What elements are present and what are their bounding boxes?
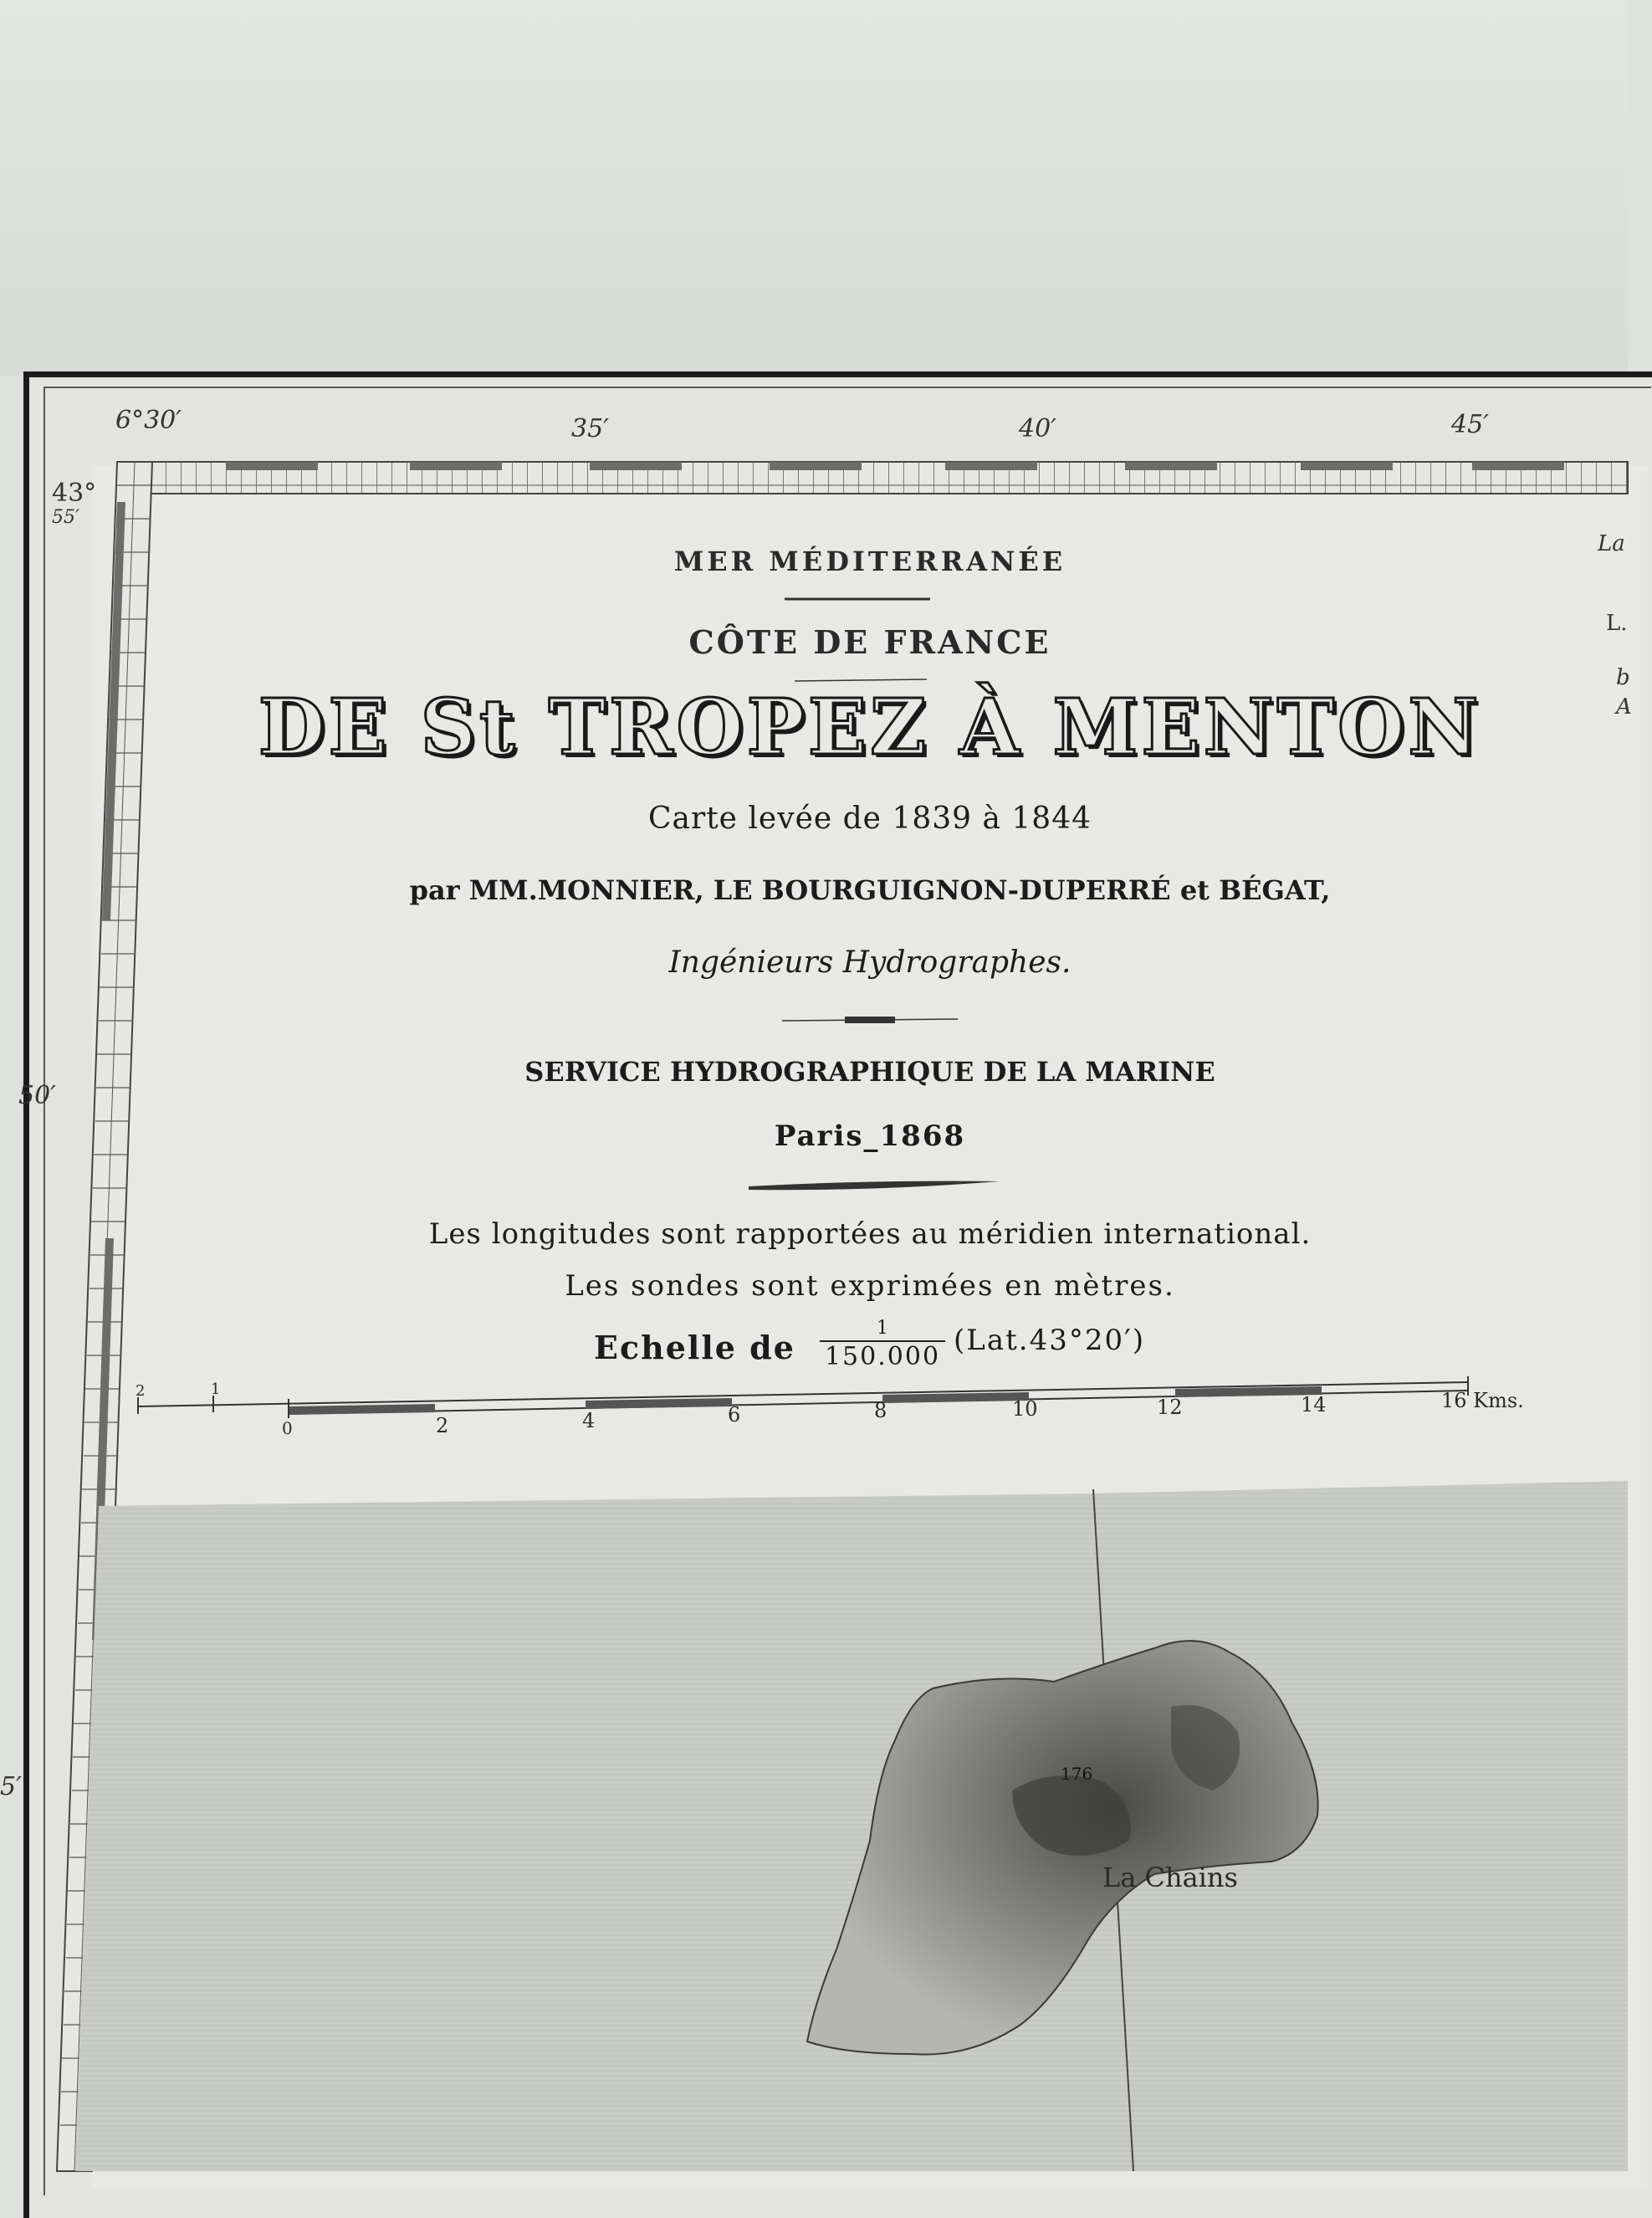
longitude-tick-35: 35′ <box>571 414 609 443</box>
longitude-note: Les longitudes sont rapportées au méridien international. <box>428 1217 1312 1251</box>
scale-tick: 16 Kms. <box>1441 1389 1524 1412</box>
right-edge-fragment: L. <box>1606 611 1628 636</box>
scale-tick: 8 <box>874 1399 887 1422</box>
scale-latitude: (Lat.43°20′) <box>954 1324 1146 1357</box>
latitude-tick-43: 43° <box>52 479 97 508</box>
scale-numerator: 1 <box>820 1318 945 1342</box>
scale-label: Echelle de <box>594 1329 795 1366</box>
coast-name: CÔTE DE FRANCE <box>688 623 1051 661</box>
scale-tick: 14 <box>1301 1393 1327 1416</box>
soundings-note: Les sondes sont exprimées en mètres. <box>565 1269 1175 1303</box>
scale-tick: 10 <box>1012 1397 1038 1421</box>
publication-place-date: Paris_1868 <box>774 1119 966 1153</box>
scale-tick: 4 <box>582 1409 596 1432</box>
place-label-la-chains: La Chains <box>1102 1862 1238 1893</box>
latitude-tick-50: 50′ <box>18 1081 56 1110</box>
right-edge-fragment: b <box>1616 665 1630 690</box>
surveyors-role: Ingénieurs Hydrographes. <box>668 945 1071 980</box>
top-graduated-border <box>117 462 1628 494</box>
scale-tick: 2 <box>436 1414 449 1437</box>
longitude-tick-45: 45′ <box>1451 410 1489 439</box>
spot-elevation: 176 <box>1061 1764 1093 1784</box>
longitude-tick-40: 40′ <box>1019 414 1056 443</box>
scale-left-tick: 2 <box>136 1382 146 1400</box>
surveyors: par MM.MONNIER, LE BOURGUIGNON-DUPERRÉ et BÉGAT, <box>409 874 1331 906</box>
scale-tick: 0 <box>282 1418 293 1438</box>
right-edge-fragment: A <box>1616 694 1632 720</box>
latitude-tick-55: 55′ <box>52 507 79 528</box>
map-title: DE St TROPEZ À MENTON <box>258 682 1482 772</box>
scale-tick: 12 <box>1157 1396 1183 1419</box>
latitude-tick-5: 5′ <box>0 1772 22 1801</box>
survey-dates: Carte levée de 1839 à 1844 <box>647 802 1092 836</box>
scale-tick: 6 <box>728 1403 741 1427</box>
sea-name: MER MÉDITERRANÉE <box>673 546 1066 577</box>
publisher: SERVICE HYDROGRAPHIQUE DE LA MARINE <box>524 1056 1215 1088</box>
scale-fraction <box>820 1318 945 1371</box>
scale-denominator: 150.000 <box>824 1342 941 1371</box>
scale-left-tick: 1 <box>211 1380 221 1398</box>
longitude-tick-630: 6°30′ <box>115 406 182 435</box>
scale-bar <box>138 1376 1468 1418</box>
sea-area <box>75 1481 1628 2171</box>
right-edge-fragment: La <box>1598 531 1625 556</box>
